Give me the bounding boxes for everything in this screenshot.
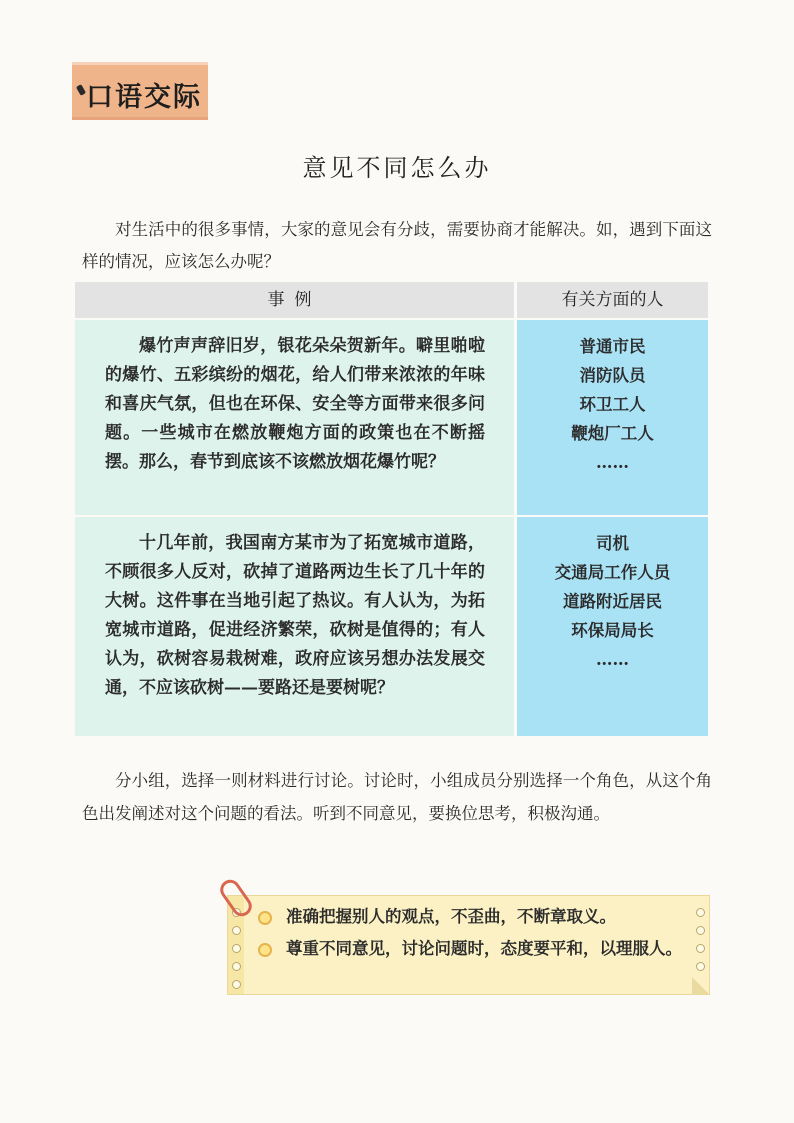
binder-ring [696,926,705,935]
case-text-1: 爆竹声声辞旧岁，银花朵朵贺新年。噼里啪啦的爆竹、五彩缤纷的烟花，给人们带来浓浓的年味和喜庆气氛，但也在环保、安全等方面带来很多问题。一些城市在燃放鞭炮方面的政策也在不断摇摆。那么，春节到底该不该燃放烟花爆竹呢？ [105,336,485,472]
tips-note [227,895,710,995]
people-item: 司机 [596,534,629,553]
lesson-title: 意见不同怎么办 [302,154,492,182]
binder-ring [232,962,241,971]
page-fold-icon [692,977,710,995]
section-tag-label: 口语交际 [86,82,202,113]
people-item: 交通局工作人员 [554,563,671,582]
case-text-2: 十几年前，我国南方某市为了拓宽城市道路，不顾很多人反对，砍掉了道路两边生长了几十年的大树。这件事在当地引起了热议。有人认为，为拓宽城市道路，促进经济繁荣，砍树是值得的；有人认为，砍树容易栽树难，政府应该另想办法发展交通，不应该砍树——要路还是要树呢？ [105,533,485,698]
people-cell-2 [517,517,708,736]
header-case: 事例 [75,282,514,318]
tick-mark [76,84,86,96]
case-cell-1 [75,320,514,515]
people-item: 环卫工人 [579,395,646,414]
intro-paragraph: 对生活中的很多事情，大家的意见会有分歧，需要协商才能解决。如，遇到下面这样的情况，应该怎么办呢？ [82,220,712,271]
binder-ring [696,944,705,953]
people-list-2 [517,529,708,674]
section-tag [72,62,208,120]
bullet-icon [258,911,272,925]
binder-ring [696,908,705,917]
tip-item-1 [258,902,688,932]
case-cell-2 [75,517,514,736]
binder-ring [696,962,705,971]
people-item: 道路附近居民 [563,592,662,611]
bullet-icon [258,943,272,957]
people-item: …… [596,453,629,472]
tip-text: 尊重不同意见，讨论问题时，态度要平和，以理服人。 [286,939,682,958]
binder-ring [232,944,241,953]
people-item: …… [596,650,629,669]
people-item: 普通市民 [579,337,646,356]
tip-text: 准确把握别人的观点，不歪曲，不断章取义。 [286,907,616,926]
instruction-paragraph: 分小组，选择一则材料进行讨论。讨论时，小组成员分别选择一个角色，从这个角色出发阐述对这个问题的看法。听到不同意见，要换位思考，积极沟通。 [82,771,712,823]
people-cell-1 [517,320,708,515]
people-list-1 [517,332,708,477]
binder-ring [232,926,241,935]
binder-ring [232,980,241,989]
case-table [75,282,708,736]
people-item: 消防队员 [579,366,646,385]
people-item: 环保局局长 [571,621,654,640]
people-item: 鞭炮厂工人 [571,424,654,443]
tip-item-2 [258,934,688,964]
header-people: 有关方面的人 [517,282,708,318]
